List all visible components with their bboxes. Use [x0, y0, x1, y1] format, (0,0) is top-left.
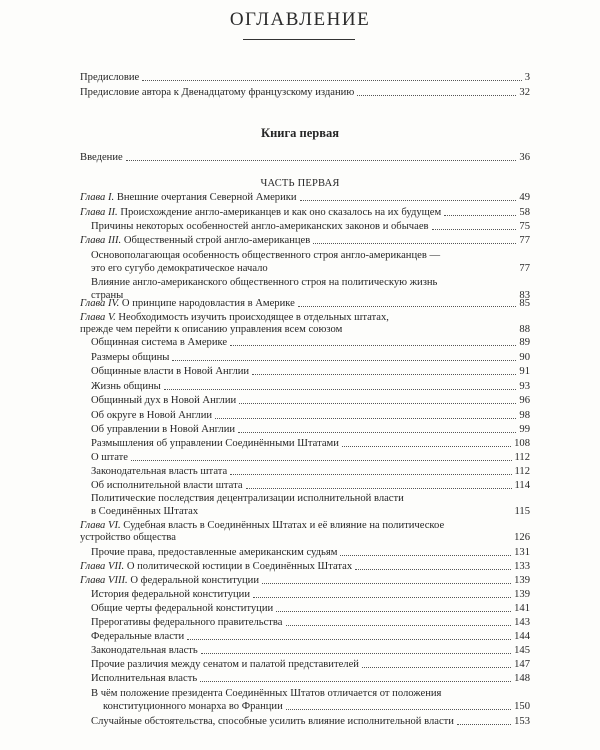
page-number: 89 — [519, 337, 530, 348]
dot-leader — [340, 554, 511, 556]
entry-text: О политической юстиции в Соединённых Штатах — [126, 561, 353, 572]
dot-leader — [432, 228, 517, 230]
page-number: 85 — [519, 298, 530, 309]
toc-entry-section[interactable] — [91, 438, 530, 450]
page-number: 131 — [514, 547, 530, 558]
toc-entry-chapter[interactable] — [80, 235, 530, 247]
entry-text: Общественный строй англо-американцев — [123, 235, 311, 246]
toc-entry-section[interactable] — [91, 617, 530, 629]
dot-leader — [345, 332, 516, 333]
entry-text: О штате — [91, 452, 128, 463]
toc-entry-section[interactable] — [91, 466, 530, 478]
dot-leader — [230, 473, 511, 475]
entry-text: Жизнь общины — [91, 381, 161, 392]
page-number: 112 — [514, 452, 530, 463]
chapter-label: Глава VIII. — [80, 575, 128, 586]
page-number: 91 — [519, 366, 530, 377]
entry-text: Прочие различия между сенатом и палатой представителей — [91, 659, 359, 670]
chapter-label: Глава III. — [80, 235, 122, 246]
page-title: ОГЛАВЛЕНИЕ — [229, 9, 371, 30]
dot-leader — [201, 514, 511, 515]
dot-leader — [239, 402, 516, 404]
dot-leader — [457, 723, 511, 725]
entry-text: это его сугубо демократическое начало — [91, 263, 268, 274]
dot-leader — [131, 459, 512, 461]
dot-leader — [179, 540, 511, 541]
page-number: 108 — [514, 438, 530, 449]
page-number: 83 — [519, 290, 530, 301]
toc-entry-preface[interactable] — [80, 72, 530, 84]
entry-lead-line: Влияние англо-американского общественного строя на политическую жизнь — [91, 277, 438, 288]
page-number: 144 — [514, 631, 530, 642]
chapter-label: Глава VI. — [80, 520, 121, 531]
toc-entry-section[interactable] — [91, 452, 530, 464]
toc-entry-chapter[interactable] — [80, 561, 530, 573]
toc-entry-chapter[interactable] — [80, 324, 530, 336]
page-number: 139 — [514, 589, 530, 600]
page-number: 112 — [514, 466, 530, 477]
page-number: 49 — [519, 192, 530, 203]
page-number: 90 — [519, 352, 530, 363]
toc-entry-section[interactable] — [91, 221, 530, 233]
chapter-label: Глава V. — [80, 312, 116, 323]
toc-entry-section[interactable] — [91, 506, 530, 518]
dot-leader — [286, 708, 511, 710]
entry-lead-line — [80, 312, 389, 324]
toc-entry-section[interactable] — [91, 337, 530, 349]
toc-entry-section[interactable] — [91, 645, 530, 657]
toc-entry-section[interactable] — [91, 352, 530, 364]
toc-entry-section[interactable] — [91, 381, 530, 393]
page-number: 96 — [519, 395, 530, 406]
entry-text: Размышления об управлении Соединёнными Штатами — [91, 438, 339, 449]
title-rule — [243, 39, 355, 40]
dot-leader — [271, 271, 517, 272]
entry-text: Об управлении в Новой Англии — [91, 424, 236, 435]
entry-text: История федеральной конституции — [91, 589, 251, 600]
toc-entry-chapter[interactable] — [80, 298, 530, 310]
entry-lead-text: Необходимость изучить происходящее в отдельных штатах, — [118, 312, 389, 323]
entry-text: О федеральной конституции — [130, 575, 260, 586]
page-number: 3 — [524, 72, 530, 83]
entry-text: О принципе народовластия в Америке — [121, 298, 295, 309]
toc-entry-section[interactable] — [91, 424, 530, 436]
entry-text: Об исполнительной власти штата — [91, 480, 243, 491]
entry-text: Внешние очертания Северной Америки — [116, 192, 297, 203]
dot-leader — [187, 638, 511, 640]
chapter-label: Глава II. — [80, 207, 118, 218]
entry-text: Законодательная власть штата — [91, 466, 228, 477]
toc-entry-introduction[interactable] — [80, 152, 530, 164]
entry-text: Прочие права, предоставленные американским судьям — [91, 547, 338, 558]
dot-leader — [300, 199, 517, 201]
page-number: 143 — [514, 617, 530, 628]
page-number: 133 — [514, 561, 530, 572]
toc-entry-section[interactable] — [91, 547, 530, 559]
entry-text: Прерогативы федерального правительства — [91, 617, 283, 628]
toc-entry-section[interactable] — [91, 716, 530, 728]
page-number: 98 — [519, 410, 530, 421]
dot-leader — [215, 417, 516, 419]
page-number: 148 — [514, 673, 530, 684]
entry-lead-line: Основополагающая особенность общественного строя англо-американцев — — [91, 250, 441, 261]
entry-text: Предисловие — [80, 72, 140, 83]
dot-leader — [126, 159, 517, 161]
entry-text: Причины некоторых особенностей англо-американских законов и обычаев — [91, 221, 429, 232]
page-number: 147 — [514, 659, 530, 670]
entry-text: конституционного монарха во Франции — [103, 701, 283, 712]
page-number: 153 — [514, 716, 530, 727]
dot-leader — [200, 680, 511, 682]
page-number: 77 — [519, 235, 530, 246]
dot-leader — [298, 305, 517, 307]
toc-entry-section[interactable] — [91, 395, 530, 407]
page-number: 36 — [519, 152, 530, 163]
dot-leader — [357, 94, 516, 96]
toc-entry-author-preface[interactable] — [80, 87, 530, 99]
toc-entry-section[interactable] — [91, 480, 530, 492]
entry-text: Общинный дух в Новой Англии — [91, 395, 237, 406]
dot-leader — [252, 373, 516, 375]
page-number: 126 — [514, 532, 530, 543]
toc-entry-section[interactable] — [91, 631, 530, 643]
page-number: 93 — [519, 381, 530, 392]
page-number: 75 — [519, 221, 530, 232]
dot-leader — [262, 582, 511, 584]
toc-entry-section[interactable] — [91, 673, 530, 685]
page-number: 58 — [519, 207, 530, 218]
entry-text: Происхождение англо-американцев и как оно сказалось на их будущем — [120, 207, 442, 218]
toc-entry-section[interactable] — [91, 366, 530, 378]
dot-leader — [313, 242, 516, 244]
entry-text: Введение — [80, 152, 123, 163]
entry-text: Размеры общины — [91, 352, 170, 363]
toc-entry-section[interactable] — [91, 603, 530, 615]
entry-lead-line: В чём положение президента Соединённых Штатов отличается от положения — [91, 688, 442, 699]
page-number: 141 — [514, 603, 530, 614]
toc-entry-chapter[interactable] — [80, 207, 530, 219]
entry-text: Об округе в Новой Англии — [91, 410, 213, 421]
toc-entry-chapter[interactable] — [80, 575, 530, 587]
entry-text: Предисловие автора к Двенадцатому французскому изданию — [80, 87, 355, 98]
entry-text: устройство общества — [80, 532, 176, 543]
entry-lead-line: Политические последствия децентрализации исполнительной власти — [91, 493, 404, 504]
toc-entry-section[interactable] — [91, 410, 530, 422]
toc-entry-chapter[interactable] — [80, 532, 530, 544]
dot-leader — [246, 487, 512, 489]
page-number: 114 — [514, 480, 530, 491]
dot-leader — [164, 388, 517, 390]
page-number: 88 — [519, 324, 530, 335]
entry-lead-text: Судебная власть в Соединённых Штатах и её влияние на политическое — [123, 520, 445, 531]
entry-text: прежде чем перейти к описанию управления всем союзом — [80, 324, 343, 335]
entry-text: страны — [91, 290, 124, 301]
dot-leader — [276, 610, 511, 612]
page-number: 99 — [519, 424, 530, 435]
dot-leader — [286, 624, 512, 626]
dot-leader — [253, 596, 511, 598]
toc-entry-section[interactable] — [91, 589, 530, 601]
page-number: 150 — [514, 701, 530, 712]
chapter-label: Глава VII. — [80, 561, 125, 572]
dot-leader — [201, 652, 511, 654]
entry-lead-line — [80, 520, 444, 532]
entry-text: Общинная система в Америке — [91, 337, 228, 348]
toc-entry-section[interactable] — [91, 263, 530, 275]
dot-leader — [172, 359, 516, 361]
entry-text: в Соединённых Штатах — [91, 506, 199, 517]
page-number: 139 — [514, 575, 530, 586]
dot-leader — [142, 79, 521, 81]
chapter-label: Глава I. — [80, 192, 115, 203]
page-number: 77 — [519, 263, 530, 274]
entry-text: Исполнительная власть — [91, 673, 198, 684]
entry-text: Законодательная власть — [91, 645, 198, 656]
toc-entry-section[interactable] — [91, 659, 530, 671]
dot-leader — [362, 666, 511, 668]
book-heading: Книга первая — [261, 126, 339, 140]
page-number: 115 — [514, 506, 530, 517]
page-number: 32 — [519, 87, 530, 98]
page-number: 145 — [514, 645, 530, 656]
entry-text: Федеральные власти — [91, 631, 185, 642]
dot-leader — [230, 344, 516, 346]
entry-text: Случайные обстоятельства, способные усилить влияние исполнительной власти — [91, 716, 454, 727]
toc-entry-chapter[interactable] — [80, 192, 530, 204]
dot-leader — [238, 431, 516, 433]
part-heading: ЧАСТЬ ПЕРВАЯ — [260, 178, 340, 189]
chapter-label: Глава IV. — [80, 298, 120, 309]
entry-text: Общинные власти в Новой Англии — [91, 366, 250, 377]
dot-leader — [444, 214, 516, 216]
dot-leader — [342, 445, 511, 447]
entry-text: Общие черты федеральной конституции — [91, 603, 274, 614]
dot-leader — [355, 568, 511, 570]
toc-entry-section[interactable] — [103, 701, 530, 713]
